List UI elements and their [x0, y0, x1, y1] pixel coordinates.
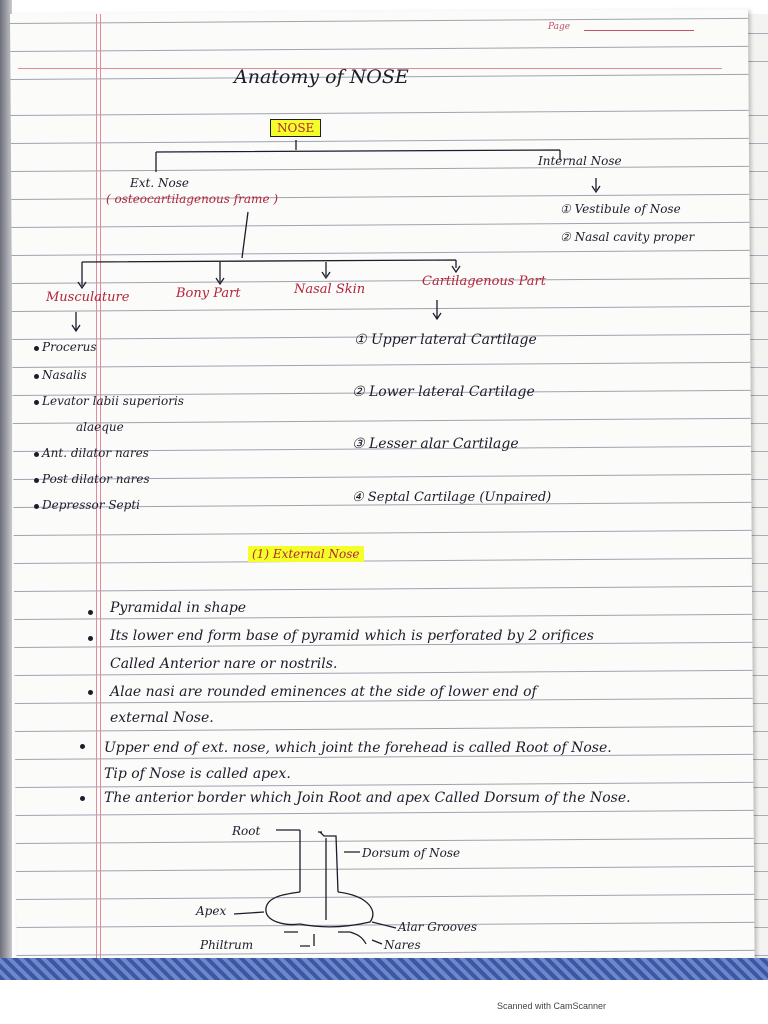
note-bullet [88, 610, 93, 615]
part-nasal-skin: Nasal Skin [294, 282, 366, 297]
internal-item-2: ② Nasal cavity proper [560, 230, 695, 244]
root-node: NOSE [270, 119, 321, 137]
muscle-item: Nasalis [42, 368, 87, 382]
note-line: Called Anterior nare or nostrils. [110, 656, 338, 672]
cartilage-item: ① Upper lateral Cartilage [354, 332, 537, 348]
diagram-label-alar: Alar Grooves [398, 920, 478, 934]
page-title: Anatomy of NOSE [234, 66, 409, 88]
external-nose-label: Ext. Nose [130, 176, 189, 190]
muscle-item-continued: alaeque [76, 420, 124, 434]
internal-item-1: ① Vestibule of Nose [560, 202, 681, 216]
note-bullet [80, 744, 85, 749]
cartilage-item: ④ Septal Cartilage (Unpaired) [352, 490, 552, 505]
muscle-bullet [34, 478, 39, 483]
muscle-bullet [34, 452, 39, 457]
note-bullet [88, 690, 93, 695]
diagram-label-dorsum: Dorsum of Nose [362, 846, 461, 860]
part-cartilagenous: Cartilagenous Part [422, 274, 546, 289]
muscle-bullet [34, 400, 39, 405]
note-bullet [80, 796, 85, 801]
muscle-item: Post dilator nares [42, 472, 150, 486]
muscle-item: Ant. dilator nares [42, 446, 149, 460]
diagram-label-nares: Nares [384, 938, 421, 952]
muscle-item: Levator labii superioris [42, 394, 184, 408]
muscle-bullet [34, 346, 39, 351]
scanner-watermark: Scanned with CamScanner [497, 1001, 607, 1011]
part-bony: Bony Part [176, 286, 241, 301]
muscle-bullet [34, 504, 39, 509]
note-line: The anterior border which Join Root and apex Called Dorsum of the Nose. [104, 790, 631, 806]
muscle-bullet [34, 374, 39, 379]
internal-nose-label: Internal Nose [538, 154, 622, 168]
cartilage-item: ② Lower lateral Cartilage [352, 384, 535, 400]
section-heading: (1) External Nose [248, 546, 364, 562]
note-line: Upper end of ext. nose, which joint the forehead is called Root of Nose. [104, 740, 612, 756]
diagram-label-root: Root [232, 824, 261, 838]
note-line: external Nose. [110, 710, 214, 726]
part-musculature: Musculature [46, 290, 130, 305]
note-line: Pyramidal in shape [110, 600, 247, 616]
muscle-item: Procerus [42, 340, 97, 354]
muscle-item: Depressor Septi [42, 498, 140, 512]
cartilage-item: ③ Lesser alar Cartilage [352, 436, 519, 452]
diagram-label-apex: Apex [196, 904, 227, 918]
note-line: Alae nasi are rounded eminences at the side of lower end of [110, 684, 537, 700]
diagram-label-philtrum: Philtrum [200, 938, 254, 952]
external-nose-subtitle: ( osteocartilagenous frame ) [106, 192, 279, 206]
note-line: Its lower end form base of pyramid which is perforated by 2 orifices [110, 628, 594, 644]
note-bullet [88, 636, 93, 641]
note-line: Tip of Nose is called apex. [104, 766, 291, 782]
page-number-label: Page [548, 22, 571, 32]
